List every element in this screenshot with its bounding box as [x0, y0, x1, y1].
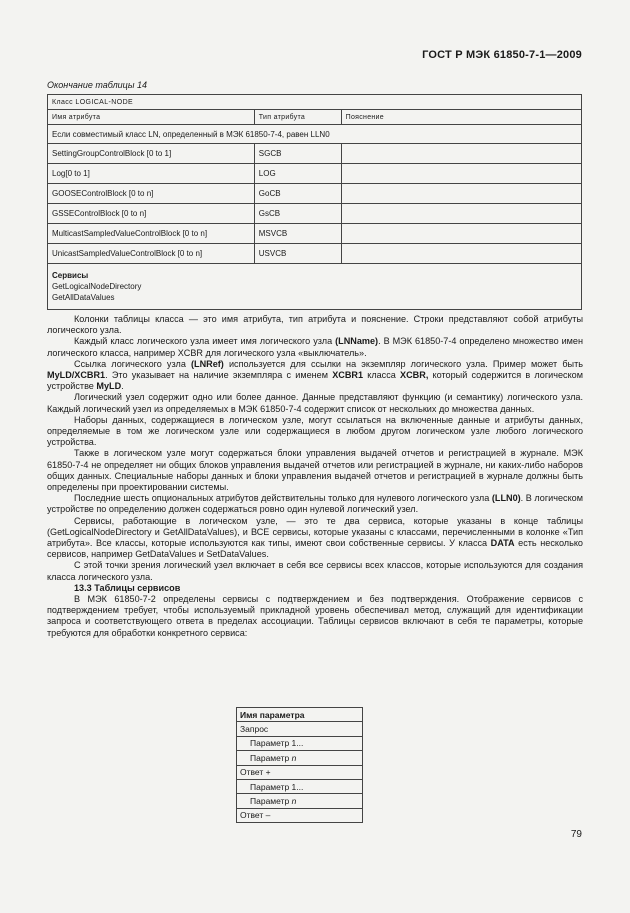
text-run: . В логическом устройстве по определению должен содержаться ровно один нулевой логический узел. — [47, 493, 583, 515]
parameter-text: Параметр 1... — [250, 738, 304, 749]
parameters-table — [236, 707, 363, 823]
parameter-cell — [237, 779, 363, 793]
term-lnname: (LNName) — [335, 336, 379, 347]
attribute-note — [341, 224, 581, 244]
paragraph — [47, 359, 583, 393]
parameter-cell — [237, 751, 363, 765]
text-run: Каждый класс логического узла имеет имя логического узла — [74, 336, 336, 347]
standard-header: ГОСТ Р МЭК 61850-7-1—2009 — [422, 49, 582, 61]
paragraph: С этой точки зрения логический узел включает в себя все сервисы всех классов, которые используются для создания класса логического узла. — [47, 560, 583, 582]
table-row — [237, 765, 363, 779]
parameter-cell — [237, 808, 363, 822]
service-item: GetLogicalNodeDirectory — [52, 282, 142, 291]
parameter-cell — [237, 736, 363, 750]
text-run: . Это указывает на наличие экземпляра с именем — [105, 370, 333, 381]
attribute-note — [341, 144, 581, 164]
term-device: MyLD — [96, 381, 122, 392]
table-row — [237, 722, 363, 736]
parameter-suffix: n — [291, 752, 297, 763]
parameter-text: Запрос — [240, 724, 269, 735]
page-number: 79 — [570, 829, 582, 840]
body-text — [47, 314, 583, 639]
compat-condition-text: Если совместимый класс LN, определенный в МЭК 61850-7-4, равен LLN0 — [48, 125, 582, 144]
paragraph — [47, 493, 583, 515]
column-header-type: Тип атрибута — [254, 110, 341, 125]
attribute-note — [341, 164, 581, 184]
compat-condition-row — [48, 125, 582, 144]
table-row — [48, 164, 582, 184]
table-row — [48, 244, 582, 264]
class-label: Класс LOGICAL-NODE — [48, 95, 582, 110]
paragraph: Также в логическом узле могут содержаться блоки управления выдачей отчетов и регистрацией в журнале. МЭК 61850-7-4 не определяет ни общих блоков управления выдачей отчетов или регистрацией в журнале, ни каких-либо наборов общих данных. Специальные наборы данных и блоки управления выдачей отчетов и регистрацией в журнале должны быть определены при проектировании системы. — [47, 448, 583, 493]
column-header-name: Имя атрибута — [48, 110, 255, 125]
term-lln0: (LLN0) — [491, 493, 521, 504]
paragraph: Логический узел содержит одно или более данное. Данные представляют функцию (и семантику) логического узла. Каждый логический узел из определяемых в МЭК 61850-7-4 содержит список от нескольких до множества данных. — [47, 392, 583, 414]
services-row — [48, 264, 582, 310]
table-row — [237, 751, 363, 765]
attribute-type: LOG — [254, 164, 341, 184]
parameter-text: Ответ – — [240, 810, 271, 821]
service-item: GetAllDataValues — [52, 293, 115, 302]
attribute-name: MulticastSampledValueControlBlock [0 to n] — [48, 224, 255, 244]
section-heading: 13.3 Таблицы сервисов — [74, 582, 181, 593]
table-row — [48, 204, 582, 224]
term-example-ref: MyLD/XCBR1 — [47, 370, 106, 381]
term-lnref: (LNRef) — [191, 358, 224, 369]
parameters-header: Имя параметра — [237, 708, 363, 722]
parameter-text: Параметр — [250, 796, 292, 807]
table-row — [48, 184, 582, 204]
table-row — [237, 736, 363, 750]
term-class: XCBR, — [400, 370, 429, 381]
text-run: используется для ссылки на экземпляр логического узла. Пример может быть — [223, 358, 583, 369]
services-cell — [48, 264, 582, 310]
text-run: Последние шесть опциональных атрибутов действительны только для нулевого логического узла — [74, 493, 492, 504]
table-caption: Окончание таблицы 14 — [47, 80, 147, 90]
paragraph — [47, 336, 583, 358]
attribute-note — [341, 204, 581, 224]
parameters-header-row — [237, 708, 363, 722]
table-row — [237, 779, 363, 793]
attribute-name: SettingGroupControlBlock [0 to 1] — [48, 144, 255, 164]
attribute-note — [341, 244, 581, 264]
text-run: есть несколько сервисов, например GetDataValues и SetDataValues. — [47, 538, 583, 560]
attribute-type: USVCB — [254, 244, 341, 264]
text-run: . В МЭК 61850-7-4 определено множество имен логического класса, например XCBR для логического узла «выключатель». — [47, 336, 583, 358]
column-header-note: Пояснение — [341, 110, 581, 125]
term-instance: XCBR1 — [332, 370, 364, 381]
parameter-text: Параметр 1... — [250, 781, 304, 792]
parameter-text: Ответ + — [240, 767, 271, 778]
attribute-type: GoCB — [254, 184, 341, 204]
paragraph — [47, 516, 583, 561]
column-header-row — [48, 110, 582, 125]
parameter-cell — [237, 765, 363, 779]
parameter-cell — [237, 794, 363, 808]
table-row — [48, 144, 582, 164]
text-run: Ссылка логического узла — [74, 358, 191, 369]
text-run: который содержится в логическом устройстве — [47, 370, 583, 392]
text-run: класса — [363, 370, 401, 381]
attribute-name: UnicastSampledValueControlBlock [0 to n] — [48, 244, 255, 264]
paragraph: Наборы данных, содержащиеся в логическом узле, могут ссылаться на включенные данные и атрибуты данных, определяемые в том же логическом узле или содержащиеся в любом другом логическом узле любого логического устройства. — [47, 414, 583, 448]
attribute-note — [341, 184, 581, 204]
attribute-name: GOOSEControlBlock [0 to n] — [48, 184, 255, 204]
attribute-type: MSVCB — [254, 224, 341, 244]
parameter-text: Параметр — [250, 752, 292, 763]
attribute-name: GSSEControlBlock [0 to n] — [48, 204, 255, 224]
table-row — [237, 808, 363, 822]
text-run: . — [121, 381, 124, 392]
attribute-name: Log[0 to 1] — [48, 164, 255, 184]
table-row — [48, 224, 582, 244]
parameter-suffix: n — [291, 796, 297, 807]
text-run: Сервисы, работающие в логическом узле, — это те два сервиса, которые указаны в конце таблицы (GetLogicalNodeDirectory и GetAllDataValues), и ВСЕ сервисы, которые указаны с классами, перечисленными в колонке «Тип атрибута». Все классы, которые используются как типы, имеют свои собственные сервисы. У класса — [47, 515, 583, 549]
paragraph: В МЭК 61850-7-2 определены сервисы с подтверждением и без подтверждения. Отображение сервисов с подтверждением требует, чтобы используемый прикладной уровень обеспечивал метод, служащий для идентификации запроса и соответствующего ответа в пределах ассоциации. Таблицы сервисов включают в себя те параметры, которые требуются для обработки конкретного сервиса: — [47, 594, 583, 638]
logical-node-class-table — [47, 94, 582, 310]
attribute-type: SGCB — [254, 144, 341, 164]
term-data: DATA — [490, 538, 515, 549]
paragraph: Колонки таблицы класса — это имя атрибута, тип атрибута и пояснение. Строки представляют собой атрибуты логического узла. — [47, 314, 583, 336]
class-row — [48, 95, 582, 110]
attribute-type: GsCB — [254, 204, 341, 224]
parameter-cell — [237, 722, 363, 736]
services-title: Сервисы — [52, 271, 89, 280]
table-row — [237, 794, 363, 808]
